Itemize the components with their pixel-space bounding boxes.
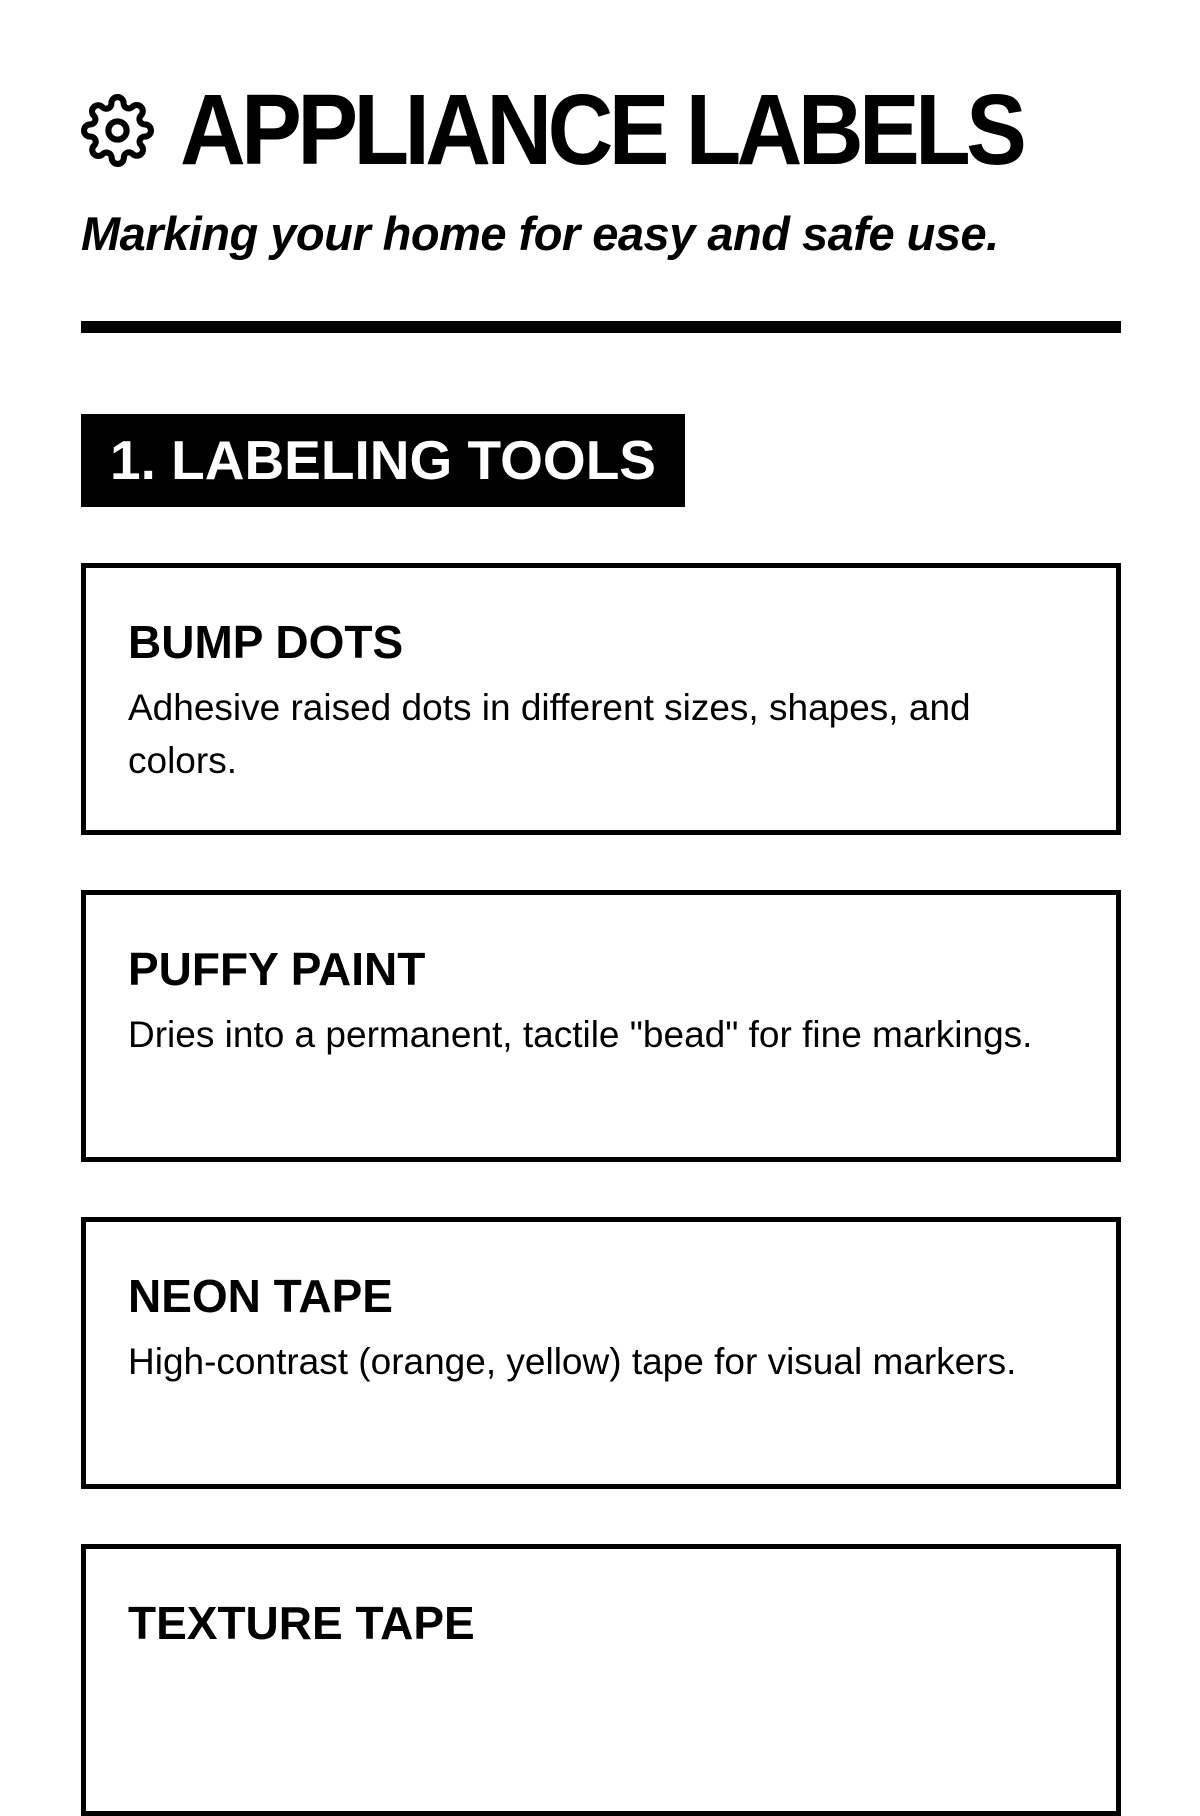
- page: [81, 0, 1121, 1649]
- tool-card-title: TEXTURE TAPE: [128, 1597, 475, 1649]
- page-header: [81, 74, 1121, 186]
- page-subtitle: Marking your home for easy and safe use.: [81, 207, 999, 260]
- tool-card-puffy-paint: [81, 890, 1121, 1162]
- gear-icon: [81, 94, 154, 167]
- section-heading: 1. LABELING TOOLS: [81, 414, 685, 507]
- page-title: APPLIANCE LABELS: [180, 74, 1023, 186]
- tool-card-neon-tape: [81, 1217, 1121, 1489]
- tool-card-texture-tape: [81, 1544, 1121, 1816]
- tool-card-title: BUMP DOTS: [128, 616, 404, 668]
- section-divider: [81, 321, 1121, 333]
- tool-card-description: Adhesive raised dots in different sizes, shapes, and colors.: [128, 687, 971, 781]
- tool-card-bump-dots: [81, 563, 1121, 835]
- tool-card-description: Dries into a permanent, tactile "bead" for fine markings.: [128, 1014, 1033, 1055]
- tool-card-title: NEON TAPE: [128, 1270, 393, 1322]
- tool-card-description: High-contrast (orange, yellow) tape for visual markers.: [128, 1341, 1017, 1382]
- tool-card-title: PUFFY PAINT: [128, 943, 426, 995]
